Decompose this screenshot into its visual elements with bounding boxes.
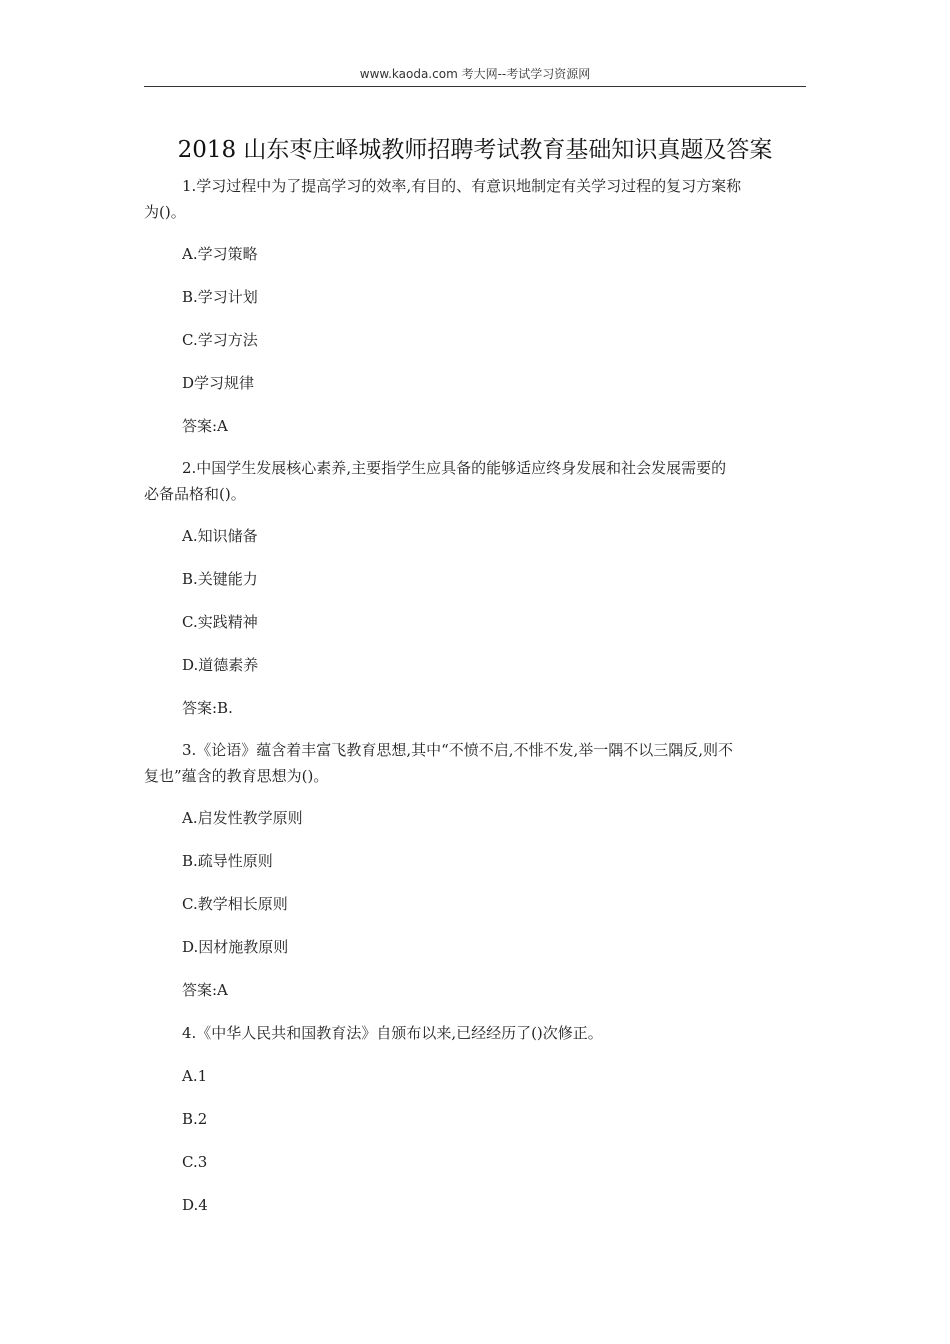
question-4-stem: 4.《中华人民共和国教育法》自颁布以来,已经经历了()次修正。 [182,1024,603,1042]
question-1-stem-line-2: 为()。 [144,203,186,221]
question-3-option-d: D.因材施教原则 [182,938,289,956]
question-1-option-b: B.学习计划 [182,288,258,306]
question-1-option-d: D学习规律 [182,374,255,392]
question-4-option-a: A.1 [182,1067,208,1085]
question-2-option-a: A.知识储备 [182,527,258,545]
question-2-option-d: D.道德素养 [182,656,259,674]
question-3-option-c: C.教学相长原则 [182,895,288,913]
question-3-option-a: A.启发性教学原则 [182,809,303,827]
question-2-option-b: B.关键能力 [182,570,258,588]
page-header: www.kaoda.com 考大网--考试学习资源网 [144,64,806,87]
question-3-answer: 答案:A [182,981,228,999]
question-2-option-c: C.实践精神 [182,613,258,631]
question-2-stem-line-1: 2.中国学生发展核心素养,主要指学生应具备的能够适应终身发展和社会发展需要的 [182,459,727,477]
question-4-option-b: B.2 [182,1110,208,1128]
question-1-option-a: A.学习策略 [182,245,258,263]
question-1-stem [144,174,806,199]
question-2-stem [144,456,806,481]
question-3-option-b: B.疏导性原则 [182,852,273,870]
question-4-option-d: D.4 [182,1196,208,1214]
question-1-stem-line-1: 1.学习过程中为了提高学习的效率,有目的、有意识地制定有关学习过程的复习方案称 [182,177,742,195]
question-2-stem-line-2: 必备品格和()。 [144,485,246,503]
question-3-stem-line-1: 3.《论语》蕴含着丰富飞教育思想,其中“不愤不启,不悱不发,举一隅不以三隅反,则不 [182,741,734,759]
page-title: 2018 山东枣庄峄城教师招聘考试教育基础知识真题及答案 [177,137,773,163]
question-1-option-c: C.学习方法 [182,331,258,349]
question-2-answer: 答案:B. [182,699,233,717]
question-4-option-c: C.3 [182,1153,208,1171]
question-3-stem [144,738,806,763]
question-1-answer: 答案:A [182,417,228,435]
question-3-stem-line-2: 复也”蕴含的教育思想为()。 [144,767,329,785]
